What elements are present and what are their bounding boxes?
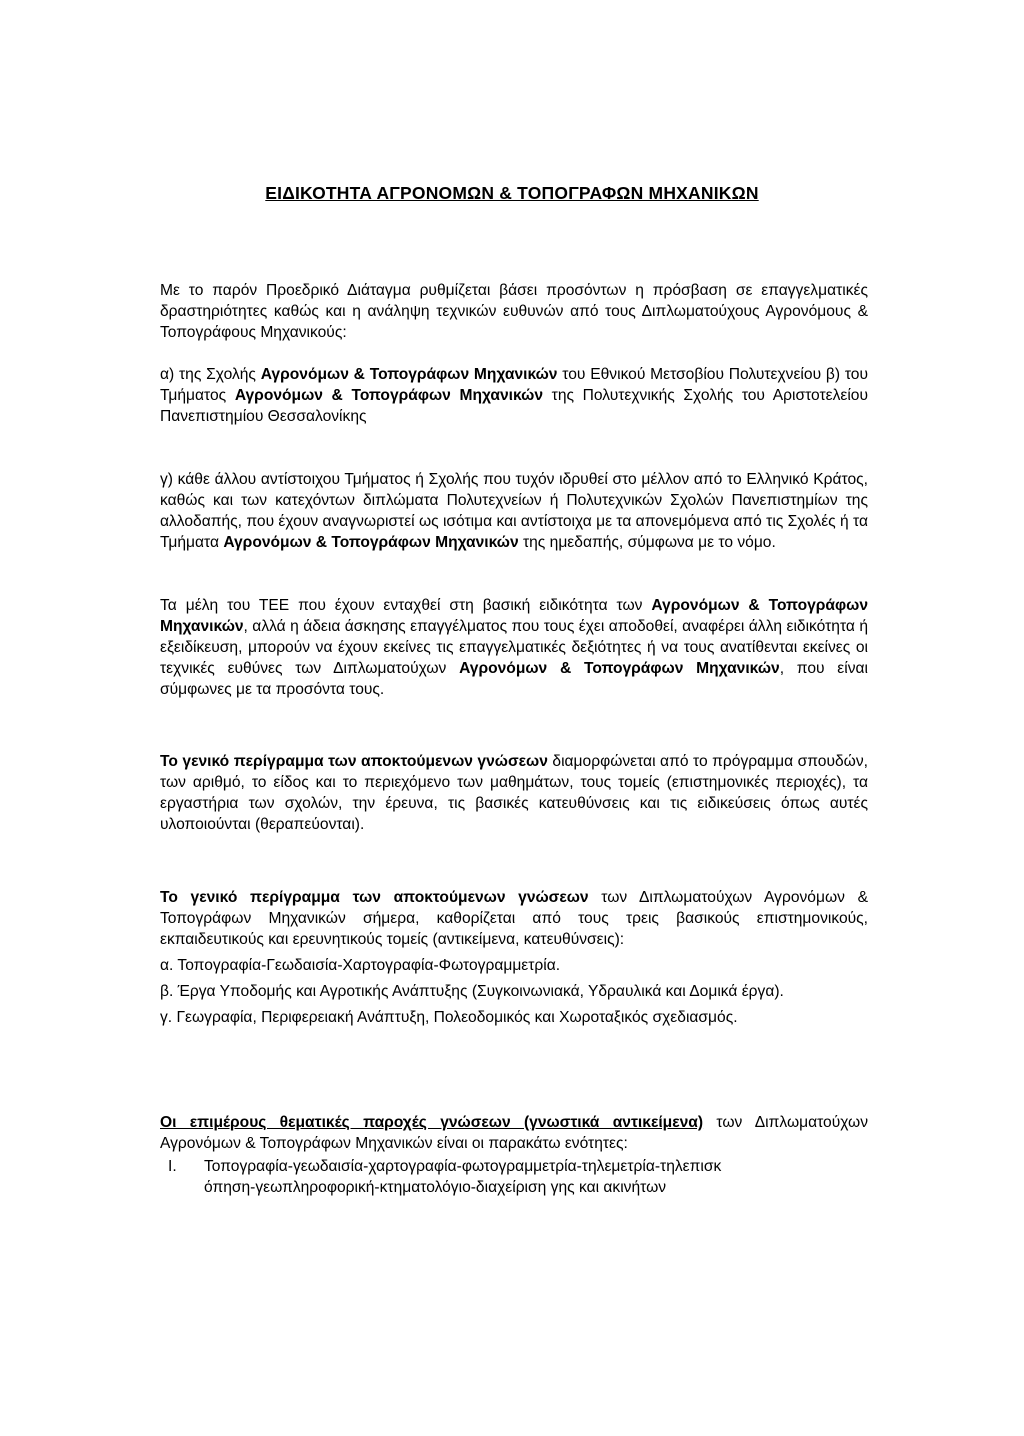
bold-text: Το γενικό περίγραμμα των αποκτούμενων γνώσεων: [160, 889, 589, 906]
text-run: των Διπλωματούχων Αγρονόμων & Τοπογράφων Μηχανικών είναι οι παρακάτω ενότητες:: [160, 1114, 868, 1152]
bold-text: Αγρονόμων & Τοπογράφων Μηχανικών: [459, 660, 780, 677]
list-item: γ. Γεωγραφία, Περιφερειακή Ανάπτυξη, Πολεοδομικός και Χωροταξικός σχεδιασμός.: [160, 1009, 738, 1026]
text-run: Τα μέλη του ΤΕΕ που έχουν ενταχθεί στη βασική ειδικότητα των: [160, 597, 652, 614]
list-item: β. Έργα Υποδομής και Αγροτικής Ανάπτυξης (Συγκοινωνιακά, Υδραυλικά και Δομικά έργα).: [160, 983, 784, 1000]
bold-text: Το γενικό περίγραμμα των αποκτούμενων γνώσεων: [160, 753, 548, 770]
list-item: [160, 1156, 868, 1198]
text-run: , αλλά η άδεια άσκησης επαγγέλματος που τους έχει αποδοθεί, αναφέρει άλλη ειδικότητα ή εξειδίκευση, μπορούν να έχουν εκείνες τις επαγγελματικές δεξιότητες ή να τους ανατίθενται εκείνες οι τεχνικές ευθύνες των Διπλωματούχων: [160, 618, 868, 677]
list-item-line: Τοπογραφία-γεωδαισία-χαρτογραφία-φωτογραμμετρία-τηλεμετρία-τηλεπισκ: [204, 1158, 722, 1175]
paragraph-c: [160, 469, 868, 553]
underlined-bold-text: Οι επιμέρους θεματικές παροχές γνώσεων (γνωστικά αντικείμενα): [160, 1114, 704, 1131]
paragraph-thematic-areas: [160, 1112, 868, 1198]
text-run: των Διπλωματούχων Αγρονόμων & Τοπογράφων Μηχανικών σήμερα, καθορίζεται από τους τρεις βασικούς επιστημονικούς, εκπαιδευτικούς και ερευνητικούς τομείς (αντικείμενα, κατευθύνσεις):: [160, 889, 868, 948]
paragraph-general-outline-today: [160, 887, 868, 1028]
text-run: της Πολυτεχνικής Σχολής του Αριστοτελείου Πανεπιστημίου Θεσσαλονίκης: [160, 387, 869, 425]
text-run: του Εθνικού Μετσοβίου Πολυτεχνείου β) του Τμήματος: [160, 366, 869, 404]
list-item: α. Τοπογραφία-Γεωδαισία-Χαρτογραφία-Φωτογραμμετρία.: [160, 957, 561, 974]
paragraph-a-b: [160, 364, 868, 427]
page-title: ΕΙΔΙΚΟΤΗΤΑ ΑΓΡΟΝΟΜΩΝ & ΤΟΠΟΓΡΑΦΩΝ ΜΗΧΑΝΙΚΩΝ: [265, 183, 759, 203]
text-run: α) της Σχολής: [160, 366, 261, 383]
bold-text: Αγρονόμων & Τοπογράφων Μηχανικών: [223, 534, 519, 551]
bold-text: Αγρονόμων & Τοπογράφων Μηχανικών: [234, 387, 544, 404]
list-marker: I.: [168, 1158, 177, 1175]
bold-text: Αγρονόμων & Τοπογράφων Μηχανικών: [260, 366, 558, 383]
bold-text: Αγρονόμων & Τοπογράφων Μηχανικών: [160, 597, 868, 635]
text-run: διαμορφώνεται από το πρόγραμμα σπουδών, των αριθμό, το είδος και το περιεχόμενο των μαθημάτων, τους τομείς (επιστημονικές περιοχές), τα εργαστήρια των σχολών, την έρευνα, τις βασικές κατευθύνσεις και τις ειδικεύσεις όπως αυτές υλοποιούνται (θεραπεύονται).: [160, 753, 868, 833]
text-run: της ημεδαπής, σύμφωνα με το νόμο.: [518, 534, 776, 551]
text-run: γ) κάθε άλλου αντίστοιχου Τμήματος ή Σχολής που τυχόν ιδρυθεί στο μέλλον από το Ελληνικό Κράτος, καθώς και των κατεχόντων διπλώματα Πολυτεχνείων ή Πολυτεχνικών Σχολών Πανεπιστημίων της αλλοδαπής, που έχουν αναγνωριστεί ως ισότιμα και αντίστοιχα με τα απονεμόμενα από τις Σχολές ή τα Τμήματα: [160, 471, 868, 551]
list-item-line: όπηση-γεωπληροφορική-κτηματολόγιο-διαχείριση γης και ακινήτων: [204, 1179, 667, 1196]
intro-paragraph: Με το παρόν Προεδρικό Διάταγμα ρυθμίζεται βάσει προσόντων η πρόσβαση σε επαγγελματικές δραστηριότητες καθώς και η ανάληψη τεχνικών ευθυνών από τους Διπλωματούχους Αγρονόμους & Τοπογράφους Μηχανικούς:: [160, 282, 868, 341]
paragraph-general-outline: [160, 751, 868, 835]
text-run: , που είναι σύμφωνες με τα προσόντα τους.: [160, 660, 868, 698]
paragraph-tee-members: [160, 595, 868, 700]
